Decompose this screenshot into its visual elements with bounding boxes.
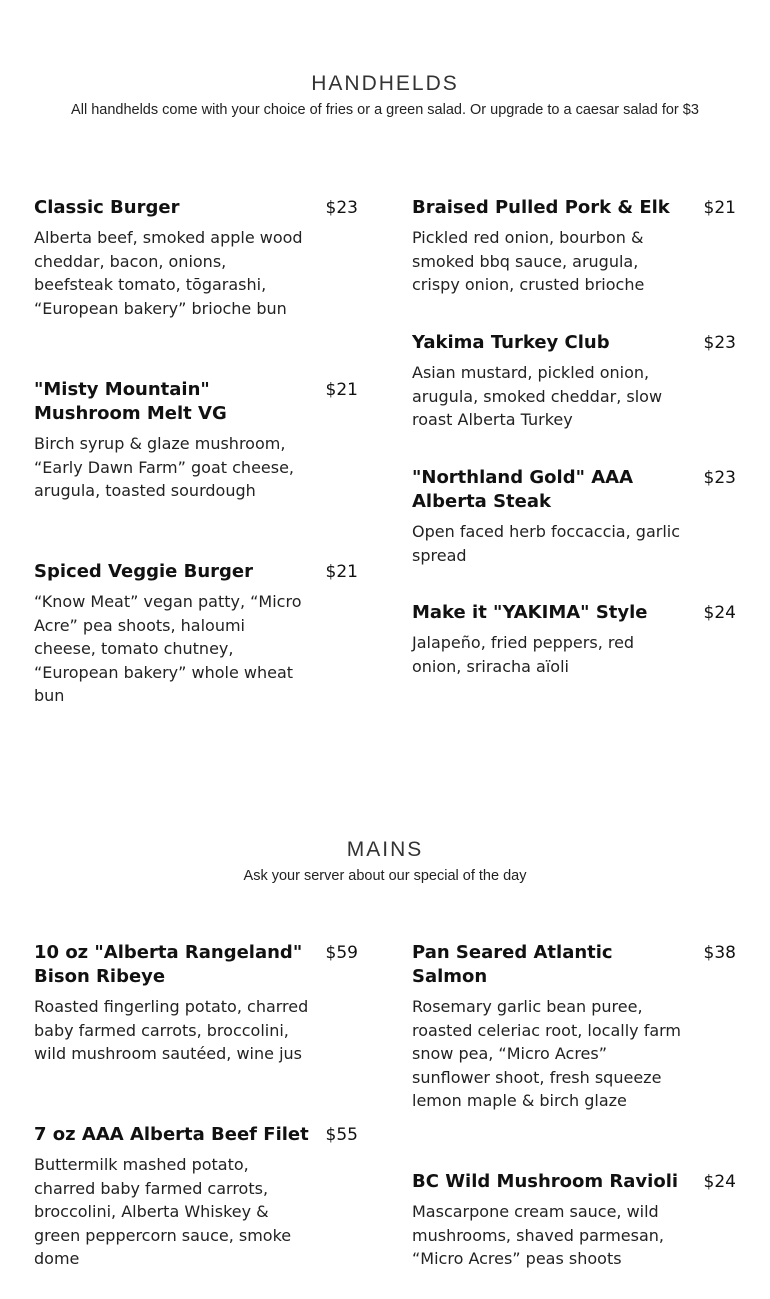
menu-item xyxy=(34,378,358,503)
menu-item xyxy=(412,1170,736,1271)
item-name: "Northland Gold" AAA Alberta Steak xyxy=(412,467,634,512)
item-name: Make it "YAKIMA" Style xyxy=(412,602,648,623)
item-price: $24 xyxy=(703,603,736,623)
menu-item xyxy=(412,941,736,1113)
item-price: $55 xyxy=(325,1125,358,1145)
item-name: BC Wild Mushroom Ravioli xyxy=(412,1171,679,1192)
item-price: $24 xyxy=(703,1172,736,1192)
item-price: $21 xyxy=(325,380,358,400)
item-description: Pickled red onion, bourbon & smoked bbq sauce, arugula, crispy onion, crusted brioche xyxy=(412,228,645,294)
item-description: Asian mustard, pickled onion, arugula, smoked cheddar, slow roast Alberta Turkey xyxy=(412,363,663,429)
menu-item xyxy=(412,196,736,297)
item-description: Alberta beef, smoked apple wood cheddar, bacon, onions, beefsteak tomato, tōgarashi, “European bakery” brioche bun xyxy=(34,228,303,318)
menu-item xyxy=(412,466,736,567)
item-price: $21 xyxy=(325,562,358,582)
item-description: Birch syrup & glaze mushroom, “Early Dawn Farm” goat cheese, arugula, toasted sourdough xyxy=(34,434,295,500)
item-price: $38 xyxy=(703,943,736,963)
item-name: Pan Seared Atlantic Salmon xyxy=(412,942,613,987)
item-name: Classic Burger xyxy=(34,197,180,218)
menu-item xyxy=(34,1123,358,1271)
item-name: Braised Pulled Pork & Elk xyxy=(412,197,670,218)
item-description: Roasted fingerling potato, charred baby farmed carrots, broccolini, wild mushroom sautéed, wine jus xyxy=(34,997,309,1063)
menu-item xyxy=(412,601,736,678)
item-price: $23 xyxy=(703,333,736,353)
menu-item xyxy=(34,941,358,1066)
item-description: Buttermilk mashed potato, charred baby farmed carrots, broccolini, Alberta Whiskey & green peppercorn sauce, smoke dome xyxy=(34,1155,292,1268)
item-description: Mascarpone cream sauce, wild mushrooms, shaved parmesan, “Micro Acres” peas shoots xyxy=(412,1202,664,1268)
item-name: Yakima Turkey Club xyxy=(412,332,610,353)
item-description: Open faced herb foccaccia, garlic spread xyxy=(412,522,681,565)
item-description: “Know Meat” vegan patty, “Micro Acre” pea shoots, haloumi cheese, tomato chutney, “European bakery” whole wheat bun xyxy=(34,592,302,705)
item-name: 10 oz "Alberta Rangeland" Bison Ribeye xyxy=(34,942,303,987)
item-price: $59 xyxy=(325,943,358,963)
item-name: Spiced Veggie Burger xyxy=(34,561,253,582)
item-price: $23 xyxy=(325,198,358,218)
item-description: Jalapeño, fried peppers, red onion, sriracha aïoli xyxy=(412,633,635,676)
item-name: 7 oz AAA Alberta Beef Filet xyxy=(34,1124,309,1145)
menu-item xyxy=(34,196,358,320)
mains-title: MAINS xyxy=(346,838,424,861)
menu-item xyxy=(34,560,358,708)
item-description: Rosemary garlic bean puree, roasted celeriac root, locally farm snow pea, “Micro Acres” sunflower shoot, fresh squeeze lemon maple & birch glaze xyxy=(412,997,682,1110)
handhelds-title: HANDHELDS xyxy=(311,72,459,95)
item-price: $23 xyxy=(703,468,736,488)
menu-item xyxy=(412,331,736,432)
item-name: "Misty Mountain" Mushroom Melt VG xyxy=(34,379,227,424)
mains-subtitle: Ask your server about our special of the day xyxy=(243,868,527,884)
item-price: $21 xyxy=(703,198,736,218)
handhelds-subtitle: All handhelds come with your choice of fries or a green salad. Or upgrade to a caesar salad for $3 xyxy=(71,102,699,118)
